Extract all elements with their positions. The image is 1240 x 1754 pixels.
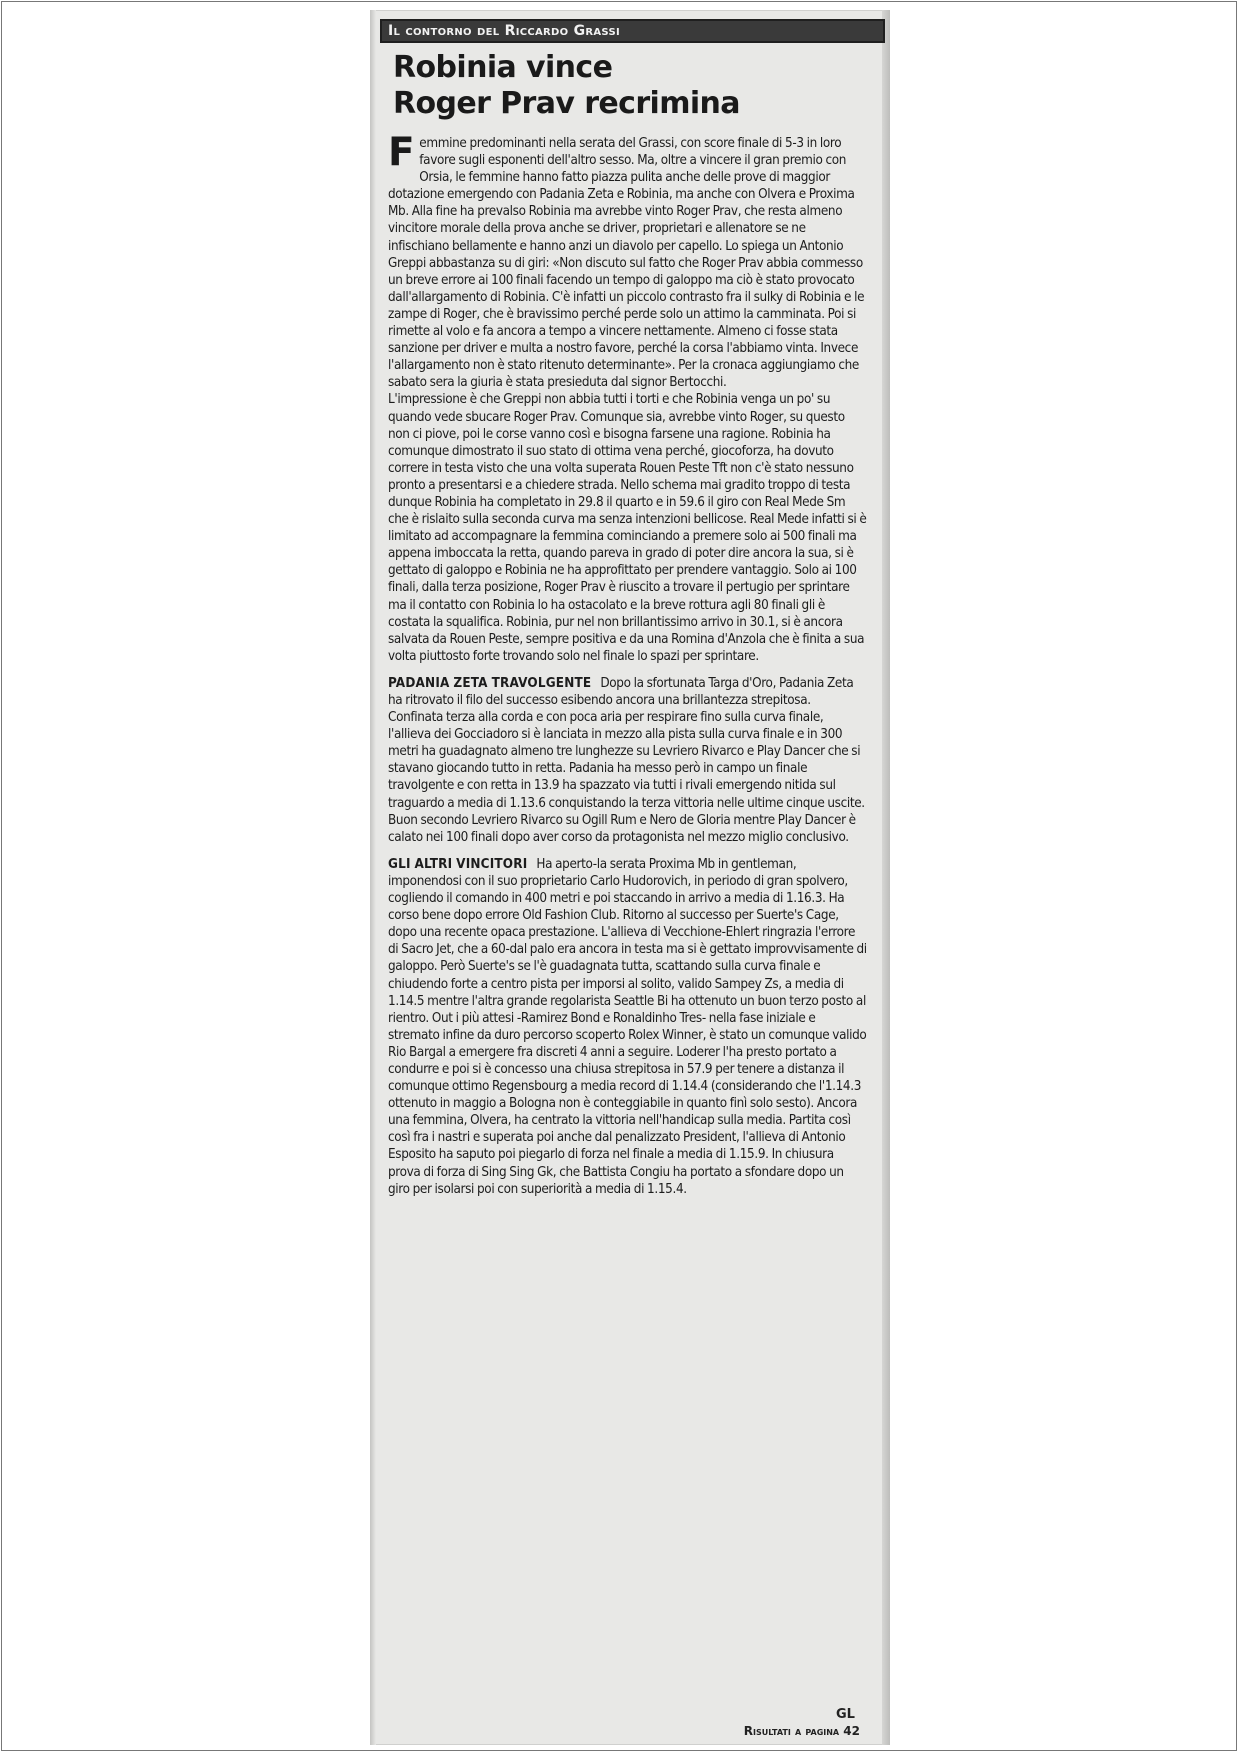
section-altri-vincitori [388,856,868,1198]
author-signature: GL [836,1707,855,1722]
section-padania-zeta [388,675,868,846]
section-padania-text: Dopo la sfortunata Targa d'Oro, Padania Zeta ha ritrovato il filo del successo esibendo ancora una brillantezza strepitosa. Confinata terza alla corda e con poca aria per respirare fino sulla curva finale, l'allieva dei Gocciadoro si è lanciata in mezzo alla pista sulla curva finale e in 300 metri ha guadagnato almeno tre lunghezze su Levriero Rivarco e Play Dancer che si stavano giocando tutto in retta. Padania ha messo però in campo un finale travolgente e con retta in 13.9 ha spazzato via tutti i rivali emergendo nitida sul traguardo a media di 1.13.6 conquistando la terza vittoria nelle ultime cinque uscite. Buon secondo Levriero Rivarco su Ogill Rum e Nero de Gloria mentre Play Dancer è calato nei 100 finali dopo aver corso da protagonista nel mezzo miglio conclusivo. [388,675,865,845]
headline-line-2: Roger Prav recrimina [393,86,740,121]
section-vincitori-text: Ha aperto-la serata Proxima Mb in gentleman, imponendosi con il suo proprietario Carlo Hudorovich, in periodo di gran spolvero, cogliendo il comando in 400 metri e poi staccando in arrivo a media di 1.16.3. Ha corso bene dopo errore Old Fashion Club. Ritorno al successo per Suerte's Cage, dopo una recente opaca prestazione. L'allieva di Vecchione-Ehlert ringrazia l'errore di Sacro Jet, che a 60-dal palo era ancora in testa ma si è gettato improvvisamente di galoppo. Però Suerte's se l'è guadagnata tutta, scattando sulla curva finale e chiudendo forte a centro pista per imporsi al solito, valido Sampey Zs, a media di 1.14.5 mentre l'altra grande regolarista Seattle Bi ha ottenuto un buon terzo posto al rientro. Out i più attesi -Ramirez Bond e Ronaldinho Tres- nella fase iniziale e stremato infine da duro percorso scoperto Rolex Winner, è stato un comunque valido Rio Bargal a emergere fra discreti 4 anni a seguire. Loderer l'ha presto portato a condurre e poi si è concesso una chiusa strepitosa in 57.9 per tenere a distanza il comunque ottimo Regensbourg a media record di 1.14.4 (considerando che l'1.14.3 ottenuto in maggio a Bologna non è conteggiabile in quanto finì solo sesto). Ancora una femmina, Olvera, ha centrato la vittoria nell'handicap sulla media. Partita così così fra i nastri e superata poi anche dal penalizzato President, l'allieva di Antonio Esposito ha saputo poi piegarlo di forza nel finale a media di 1.15.9. In chiusura prova di forza di Sing Sing Gk, che Battista Congiu ha portato a sfondare dopo un giro per isolarsi poi con superiorità a media di 1.15.4. [388,856,867,1197]
clipping-left-edge [370,10,376,1745]
article-body [388,130,868,1198]
section-heading-vincitori: GLI ALTRI VINCITORI [388,856,528,872]
section-heading-padania: PADANIA ZETA TRAVOLGENTE [388,675,592,691]
section-gap [388,665,868,675]
paragraph-race-analysis: L'impressione è che Greppi non abbia tutti i torti e che Robinia venga un po' su quando vede sbucare Roger Prav. Comunque sia, avrebbe vinto Roger, su questo non ci piove, poi le corse vanno così e bisogna farsene una ragione. Robinia ha comunque dimostrato il suo stato di ottima vena perché, giocoforza, ha dovuto correre in testa visto che una volta superata Rouen Peste Tft non c'è stato nessuno pronto a presentarsi e a chiedere strada. Nello schema mai gradito troppo di testa dunque Robinia ha completato in 29.8 il quarto e in 59.6 il giro con Real Mede Sm che è rislaito sulla seconda curva ma senza intenzioni bellicose. Real Mede infatti si è limitato ad accompagnare la femmina cominciando a premere solo ai 500 finali ma appena imboccata la retta, quando pareva in grado di poter dire ancora la sua, si è gettato di galoppo e Robinia ne ha approfittato per prendere vantaggio. Solo ai 100 finali, dalla terza posizione, Roger Prav è riuscito a trovare il pertugio per sprintare ma il contatto con Robinia lo ha ostacolato e la breve rottura agli 80 finali gli è costata la squalifica. Robinia, pur nel non brillantissimo arrivo in 30.1, si è ancora salvata da Rouen Peste, sempre positiva e da una Romina d'Anzola che è finita a sua volta piuttosto forte trovando solo nel finale lo spazi per sprintare. [388,392,867,664]
section-gap [388,846,868,856]
paragraph-intro [388,130,868,391]
headline-line-1: Robinia vince [393,50,613,85]
results-page-reference: Risultati a pagina 42 [743,1724,860,1738]
paragraph-intro-text: emmine predominanti nella serata del Grassi, con score finale di 5-3 in loro favore sugli esponenti dell'altro sesso. Ma, oltre a vincere il gran premio con Orsia, le femmine hanno fatto piazza pulita anche delle prove di maggior dotazione emergendo con Padania Zeta e Robinia, ma anche con Olvera e Proxima Mb. Alla fine ha prevalso Robinia ma avrebbe vinto Roger Prav, che resta almeno vincitore morale della prova anche se driver, proprietari e allenatore se ne infischiano bellamente e hanno anzi un diavolo per capello. Lo spiega un Antonio Greppi abbastanza su di giri: «Non discuto sul fatto che Roger Prav abbia commesso un breve errore ai 100 finali facendo un tempo di galoppo ma ciò è stato provocato dall'allargamento di Robinia. C'è infatti un piccolo contrasto fra il sulky di Robinia e le zampe di Roger, che è bravissimo perché perde solo un attimo la camminata. Poi si rimette al volo e fa ancora a tempo a vincere nettamente. Almeno ci fosse stata sanzione per driver e multa a nostro favore, perché la corsa l'abbiamo vinta. Invece l'allargamento non è stato ritenuto determinante». Per la cronaca aggiungiamo che sabato sera la giuria è stata presieduta dal signor Bertocchi. [388,136,865,391]
article-headline [393,50,873,122]
drop-cap: F [388,130,415,175]
clipping-right-edge [882,10,890,1745]
section-kicker: Il contorno del Riccardo Grassi [380,19,885,43]
